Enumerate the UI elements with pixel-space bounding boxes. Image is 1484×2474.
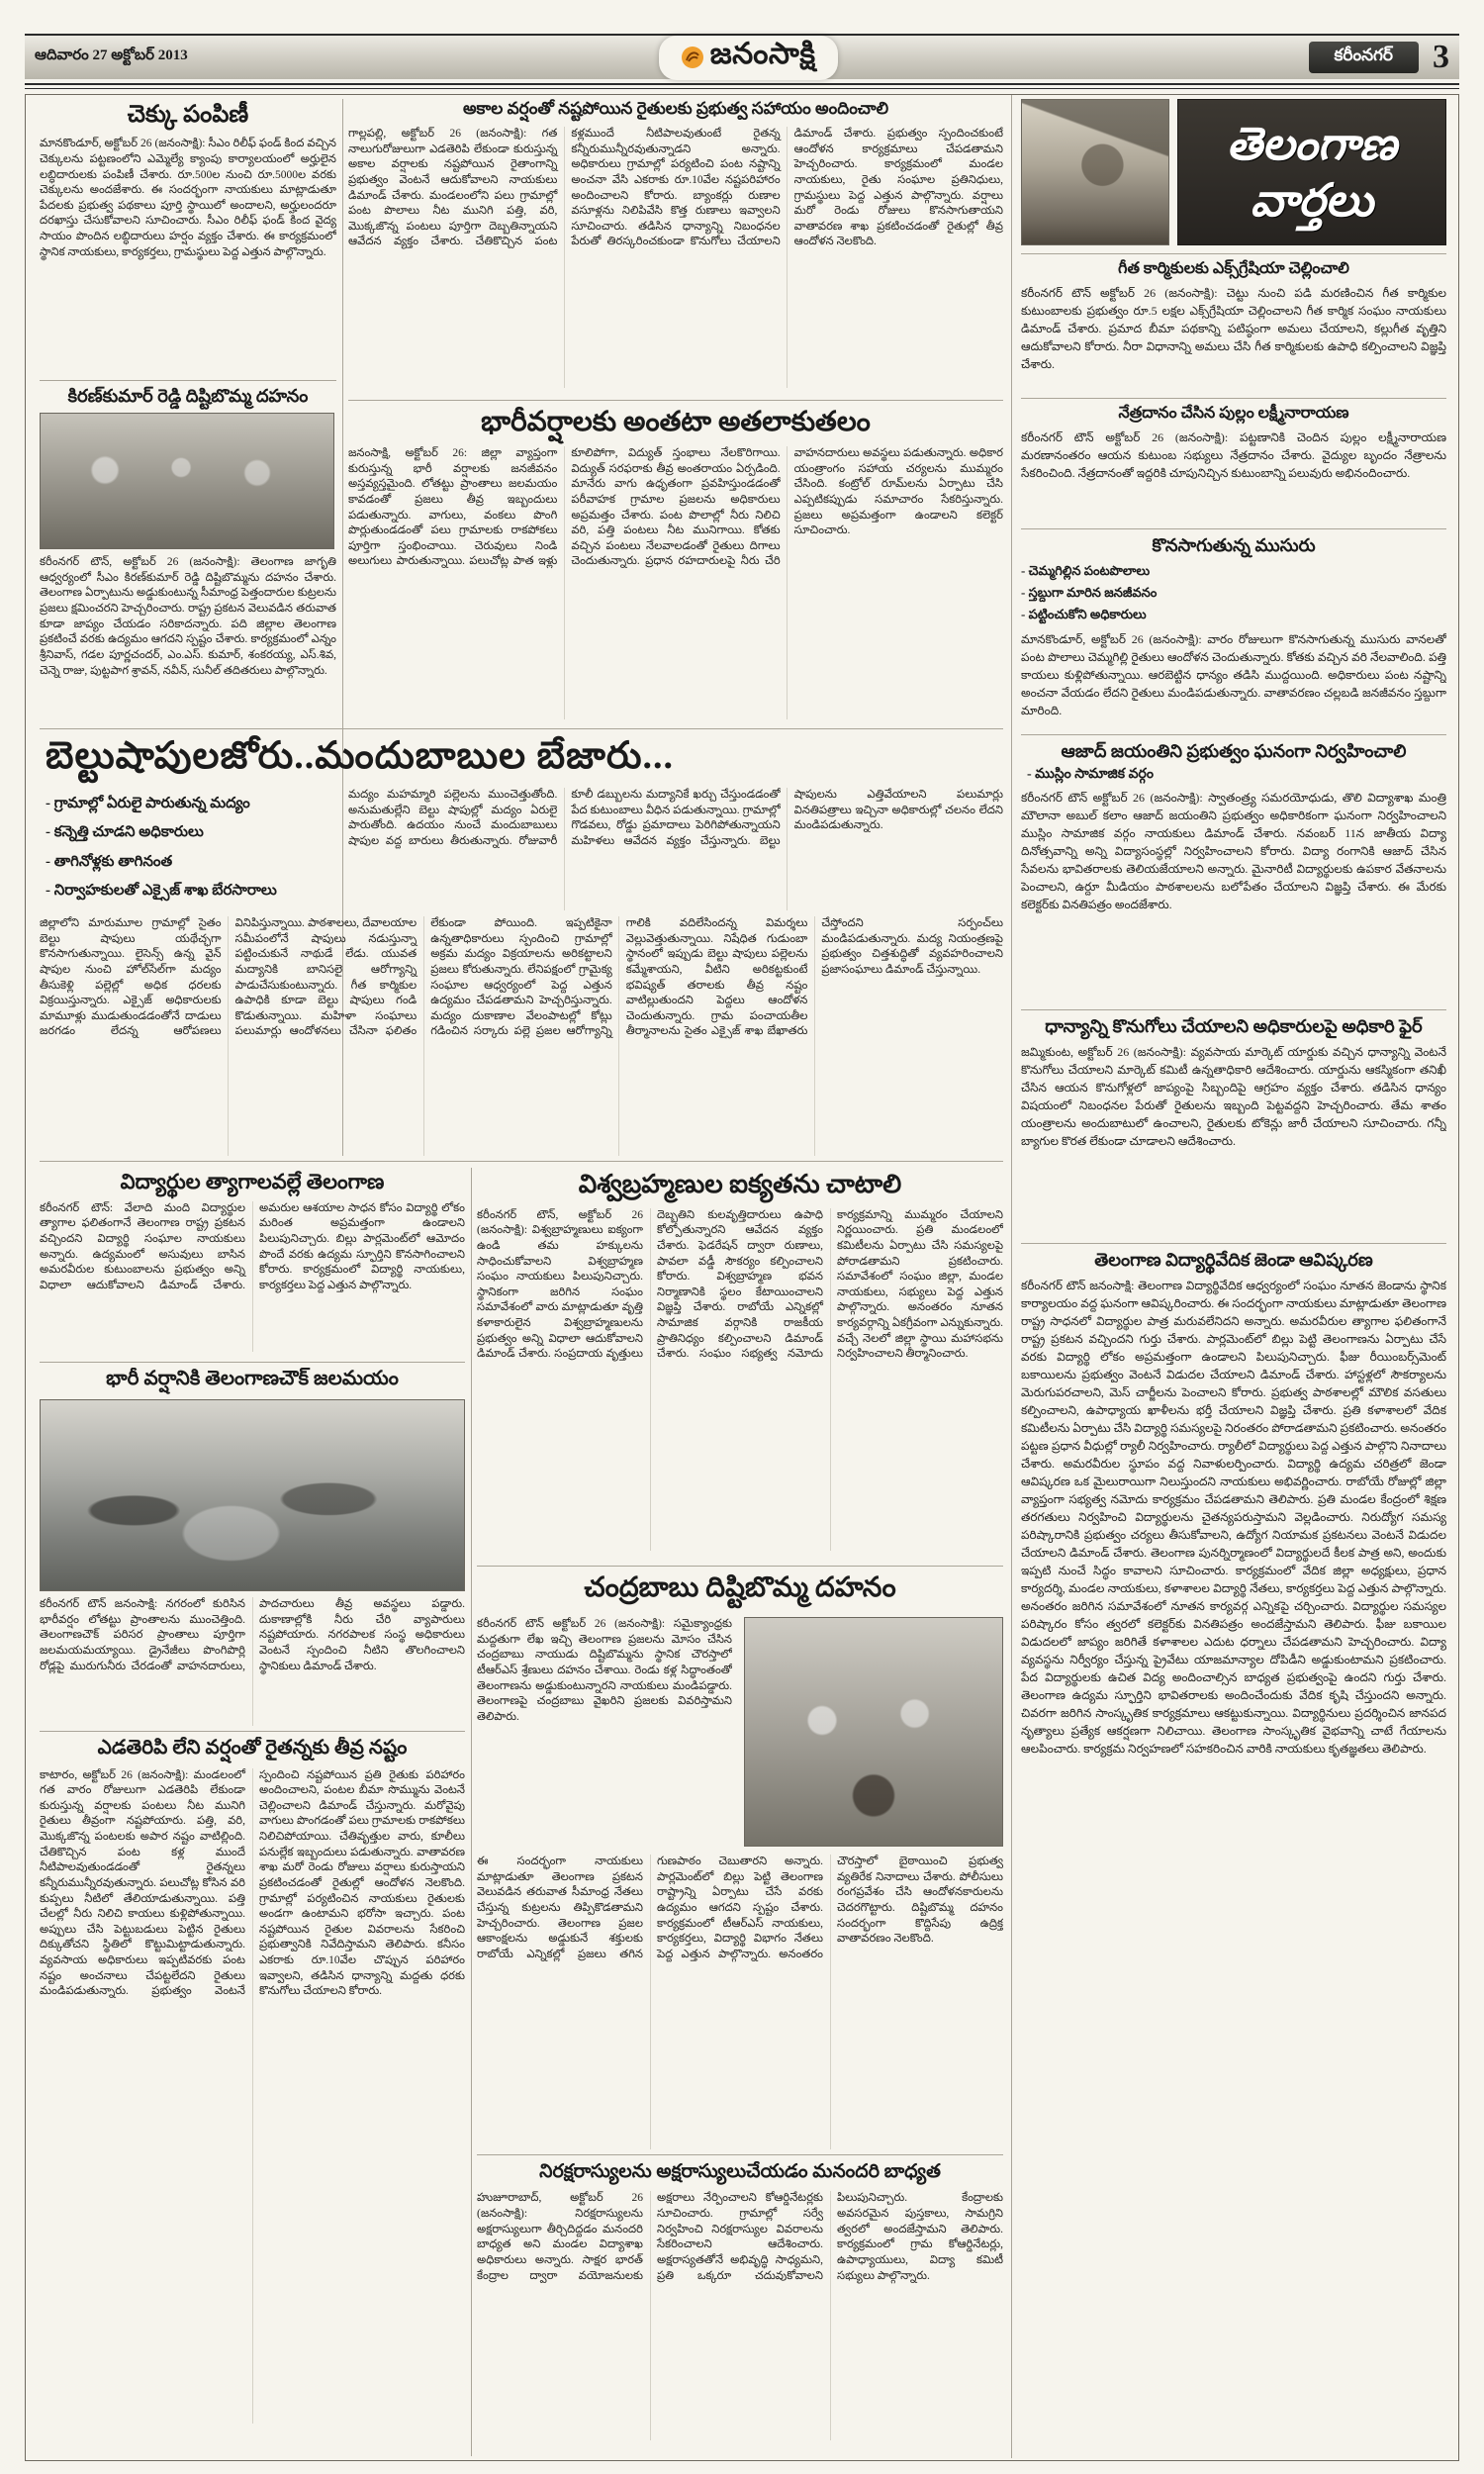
banner-line-2: వార్తలు	[1250, 175, 1374, 226]
article-body: హుజూరాబాద్, అక్టోబర్ 26 (జనంసాక్షి): నిరక్షరాస్యులను అక్షరాస్యులుగా తీర్చిదిద్దడం మనందరి బాధ్యత అని మండల విద్యాశాఖ అధికారులు అన్నారు. సాక్షర భారత్ కేంద్రాల ద్వారా వయోజనులకు అక్షరాలు నేర్పించాలని కోఆర్డినేటర్లకు సూచించారు. గ్రామాల్లో సర్వే నిర్వహించి నిరక్షరాస్యుల వివరాలను సేకరించాలని ఆదేశించారు. అక్షరాస్యతతోనే అభివృద్ధి సాధ్యమని, ప్రతి ఒక్కరూ చదువుకోవాలని పిలుపునిచ్చారు. కేంద్రాలకు అవసరమైన పుస్తకాలు, సామగ్రిని త్వరలో అందజేస్తామని తెలిపారు. కార్యక్రమంలో గ్రామ కోఆర్డినేటర్లు, ఉపాధ్యాయులు, విద్యా కమిటీ సభ్యులు పాల్గొన్నారు.	[477, 2192, 1003, 2282]
bullet-item: - స్తబ్దుగా మారిన జనజీవనం	[1021, 585, 1158, 601]
article-headline: కిరణ్‌కుమార్ రెడ్డి దిష్టిబొమ్మ దహనం	[67, 386, 309, 406]
article-body: కరీంనగర్ టౌన్: వేలాది మంది విద్యార్థుల త్యాగాల ఫలితంగానే తెలంగాణ రాష్ట్ర ప్రకటన వచ్చిందని విద్యార్థి సంఘాల నాయకులు అన్నారు. ఉద్యమంలో అసువులు బాసిన అమరవీరుల కుటుంబాలను ప్రభుత్వం అన్ని విధాలా ఆదుకోవాలని డిమాండ్ చేశారు. అమరుల ఆశయాల సాధన కోసం విద్యార్థి లోకం మరింత అప్రమత్తంగా ఉండాలని పిలుపునిచ్చారు. బిల్లు పార్లమెంట్‌లో ఆమోదం పొందే వరకు ఉద్యమ స్ఫూర్తిని కొనసాగించాలని కోరారు. కార్యక్రమంలో విద్యార్థి నాయకులు, కార్యకర్తలు పెద్ద ఎత్తున పాల్గొన్నారు.	[40, 1201, 465, 1291]
article-headline: ఎడతెరిపి లేని వర్షంతో రైతన్నకు తీవ్ర నష్టం	[97, 1737, 408, 1759]
article-headline: నేత్రదానం చేసిన పుల్లం లక్ష్మీనారాయణ	[1118, 405, 1349, 422]
section-divider	[40, 728, 1003, 729]
article-headline: కొనసాగుతున్న ముసురు	[1152, 535, 1316, 555]
article-body: కరీంనగర్ టౌన్ అక్టోబర్ 26 (జనంసాక్షి): పట్టణానికి చెందిన పుల్లం లక్ష్మీనారాయణ మరణానంతరం ఆయన కుటుంబ సభ్యులు నేత్రదానం చేశారు. వైద్యుల బృందం నేత్రాలను సేకరించింది. నేత్రదానంతో ఇద్దరికి చూపునిచ్చిన కుటుంబాన్ని పలువురు అభినందించారు.	[1021, 429, 1446, 480]
sidebar-article-azad-jayanthi	[1021, 734, 1446, 1005]
chandrababu-body-bottom: ఈ సందర్భంగా నాయకులు మాట్లాడుతూ తెలంగాణ ప్రకటన వెలువడిన తరువాత సీమాంధ్ర నేతలు చేస్తున్న కుట్రలను తిప్పికొడతామని హెచ్చరించారు. తెలంగాణ ప్రజల ఆకాంక్షలను అడ్డుకునే శక్తులకు రాబోయే ఎన్నికల్లో ప్రజలు తగిన గుణపాఠం చెబుతారని అన్నారు. పార్లమెంట్‌లో బిల్లు పెట్టి తెలంగాణ రాష్ట్రాన్ని ఏర్పాటు చేసే వరకు ఉద్యమం ఆగదని స్పష్టం చేశారు. కార్యక్రమంలో టీఆర్‌ఎస్ నాయకులు, కార్యకర్తలు, విద్యార్థి విభాగం నేతలు పెద్ద ఎత్తున పాల్గొన్నారు. అనంతరం చౌరస్తాలో బైఠాయించి ప్రభుత్వ వ్యతిరేక నినాదాలు చేశారు. పోలీసులు రంగప్రవేశం చేసి ఆందోళనకారులను చెదరగొట్టారు. దిష్టిబొమ్మ దహనం సందర్భంగా కొద్దిసేపు ఉద్రిక్త వాతావరణం నెలకొంది.	[477, 1856, 1003, 1960]
chandrababu-body-left: కరీంనగర్ టౌన్ అక్టోబర్ 26 (జనంసాక్షి): సమైక్యాంధ్రకు మద్దతుగా లేఖ ఇచ్చి తెలంగాణ ప్రజలను మోసం చేసిన చంద్రబాబు నాయుడు దిష్టిబొమ్మను స్థానిక చౌరస్తాలో టీఆర్‌ఎస్ శ్రేణులు దహనం చేశాయి. రెండు కళ్ల సిద్ధాంతంతో తెలంగాణను అడ్డుకుంటున్నారని నాయకులు మండిపడ్డారు. తెలంగాణపై చంద్రబాబు వైఖరిని ప్రజలకు వివరిస్తామని తెలిపారు.	[477, 1618, 732, 1723]
article-headline: గీత కార్మికులకు ఎక్స్‌గ్రేషియా చెల్లించాలి	[1118, 260, 1349, 277]
article-headline: విద్యార్థుల త్యాగాలవల్లే తెలంగాణ	[120, 1170, 385, 1193]
article-body: కరీంనగర్ టౌన్ అక్టోబర్ 26 (జనంసాక్షి): చెట్టు నుంచి పడి మరణించిన గీత కార్మికుల కుటుంబాలకు ప్రభుత్వం రూ.5 లక్షల ఎక్స్‌గ్రేషియా చెల్లించాలని గీత కార్మిక సంఘం నాయకులు డిమాండ్ చేశారు. ప్రమాద బీమా పథకాన్ని పటిష్ఠంగా అమలు చేయాలని, కల్లుగీత వృత్తిని ఆదుకోవాలని కోరారు. నీరా విధానాన్ని అమలు చేసి గీత కార్మికులకు ఉపాధి కల్పించాలని విజ్ఞప్తి చేశారు.	[1021, 285, 1446, 371]
telanganachowk-body: కరీంనగర్ టౌన్ జనంసాక్షి: నగరంలో కురిసిన భారీవర్షం లోతట్టు ప్రాంతాలను ముంచెత్తింది. తెలంగాణచౌక్ పరిసర ప్రాంతాలు పూర్తిగా జలమయమయ్యాయి. డ్రైనేజీలు పొంగిపొర్లి రోడ్లపై మురుగునీరు చేరడంతో వాహనదారులు, పాదచారులు తీవ్ర అవస్థలు పడ్డారు. దుకాణాల్లోకి నీరు చేరి వ్యాపారులు నష్టపోయారు. నగరపాలక సంస్థ అధికారులు వెంటనే స్పందించి నీటిని తొలగించాలని స్థానికులు డిమాండ్ చేశారు.	[40, 1598, 465, 1672]
section-divider	[40, 1161, 1003, 1162]
article-headline: చెక్కు పంపిణీ	[127, 102, 249, 128]
article-beltshops	[40, 734, 1003, 784]
article-headline: చంద్రబాబు దిష్టిబొమ్మ దహనం	[584, 1572, 896, 1603]
sidebar-divider	[1011, 95, 1012, 2458]
bullet-item: - నిర్వాహకులతో ఎక్సైజ్ శాఖ బేరసారాలు	[46, 882, 277, 899]
article-divider	[348, 400, 1003, 401]
article-headline: అకాల వర్షంతో నష్టపోయిన రైతులకు ప్రభుత్వ సహాయం అందించాలి	[462, 99, 889, 118]
article-telanganachowk-flood	[40, 1368, 465, 1397]
edition-badge: కరీంనగర్	[1309, 42, 1420, 73]
article-heavy-rains-chaos	[348, 406, 1003, 728]
article-headline: తెలంగాణ విద్యార్థివేదిక జెండా ఆవిష్కరణ	[1094, 1250, 1373, 1270]
page-header	[25, 34, 1459, 79]
article-viswabrahmana-unity	[477, 1170, 1003, 1562]
sidebar-article-eye-donation	[1021, 398, 1446, 524]
bullet-item: - చెమ్మగిల్లిన పంటపొలాలు	[1021, 563, 1151, 579]
article-body: కరీంనగర్ టౌన్ జనంసాక్షి: తెలంగాణ విద్యార్థివేదిక ఆధ్వర్యంలో సంఘం నూతన జెండాను స్థానిక కార్యాలయం వద్ద ఘనంగా ఆవిష్కరించారు. ఈ సందర్భంగా నాయకులు మాట్లాడుతూ తెలంగాణ రాష్ట్ర సాధనలో విద్యార్థుల పాత్ర మరువలేనిదని అన్నారు. అమరవీరుల త్యాగాల ఫలితంగానే రాష్ట్ర ప్రకటన వచ్చిందని గుర్తు చేశారు. పార్లమెంట్‌లో బిల్లు పెట్టి తెలంగాణను ఏర్పాటు చేసే వరకు విద్యార్థి లోకం అప్రమత్తంగా ఉండాలని పిలుపునిచ్చారు. ఫీజు రీయింబర్స్‌మెంట్ బకాయిలను ప్రభుత్వం వెంటనే విడుదల చేయాలని డిమాండ్ చేశారు. హాస్టళ్లలో సౌకర్యాలను మెరుగుపరచాలని, మెస్ చార్జీలను పెంచాలని కోరారు. ప్రభుత్వ పాఠశాలల్లో మౌలిక వసతులు కల్పించాలని, ఉపాధ్యాయ ఖాళీలను భర్తీ చేయాలని విజ్ఞప్తి చేశారు. ప్రతి కళాశాలలో వేదిక కమిటీలను ఏర్పాటు చేసి విద్యార్థి సమస్యలపై నిరంతరం పోరాడతామని ప్రకటించారు. అనంతరం పట్టణ ప్రధాన వీధుల్లో ర్యాలీ నిర్వహించారు. ర్యాలీలో విద్యార్థులు పెద్ద ఎత్తున పాల్గొని నినాదాలు చేశారు. అమరవీరుల స్థూపం వద్ద నివాళులర్పించారు. విద్యార్థి ఉద్యమ చరిత్రలో జెండా ఆవిష్కరణ ఒక మైలురాయిగా నిలుస్తుందని నాయకులు అభివర్ణించారు. రాబోయే రోజుల్లో జిల్లా వ్యాప్తంగా సభ్యత్వ నమోదు కార్యక్రమం చేపడతామని తెలిపారు. ప్రతి మండల కేంద్రంలో శిక్షణ తరగతులు నిర్వహించి విద్యార్థులను చైతన్యపరుస్తామని వెల్లడించారు. నిరుద్యోగ సమస్య పరిష్కారానికి ప్రభుత్వం చర్యలు తీసుకోవాలని, ఉద్యోగ నియామక ప్రకటనలు వెంటనే విడుదల చేయాలని డిమాండ్ చేశారు. తెలంగాణ పునర్నిర్మాణంలో విద్యార్థులదే కీలక పాత్ర అని, అందుకు ఇప్పటి నుంచే సిద్ధం కావాలని సూచించారు. కార్యక్రమంలో వేదిక జిల్లా అధ్యక్షులు, ప్రధాన కార్యదర్శి, మండల నాయకులు, కళాశాలల విద్యార్థి నేతలు, కార్యకర్తలు పెద్ద ఎత్తున పాల్గొన్నారు. అనంతరం జరిగిన సమావేశంలో నూతన కార్యవర్గ ఎన్నికపై చర్చించారు. విద్యార్థుల సమస్యల పరిష్కారం కోసం త్వరలో కలెక్టర్‌కు వినతిపత్రం అందజేస్తామని తెలిపారు. ఫీజు బకాయిల విడుదలలో జాప్యం జరిగితే కళాశాలల ఎదుట ధర్నాలు చేపడతామని హెచ్చరించారు. విద్యా వ్యవస్థను నిర్వీర్యం చేస్తున్న ప్రైవేటు యాజమాన్యాల దోపిడీని అడ్డుకుంటామని ప్రకటించారు. పేద విద్యార్థులకు ఉచిత విద్య అందించాల్సిన బాధ్యత ప్రభుత్వంపై ఉందని గుర్తు చేశారు. తెలంగాణ ఉద్యమ స్ఫూర్తిని భావితరాలకు అందించేందుకు వేదిక కృషి చేస్తుందని అన్నారు. చివరగా జరిగిన సాంస్కృతిక కార్యక్రమాలు ఆకట్టుకున్నాయి. విద్యార్థినులు ప్రదర్శించిన జానపద నృత్యాలు ప్రత్యేక ఆకర్షణగా నిలిచాయి. తెలంగాణ సాంస్కృతిక వైభవాన్ని చాటే గేయాలను ఆలపించారు. కార్యక్రమ నిర్వహణలో సహకరించిన వారికి నాయకులు కృతజ్ఞతలు తెలిపారు.	[1021, 1279, 1446, 1757]
photo-fort	[1021, 99, 1169, 245]
edition-date: ఆదివారం 27 అక్టోబర్ 2013	[35, 48, 188, 63]
header-divider	[25, 83, 1459, 89]
article-body: మానకొండూర్, అక్టోబర్ 26 (జనంసాక్షి): సీఎం రిలీఫ్ ఫండ్ కింద వచ్చిన చెక్కులను పట్టణంలోని ఎమ్మెల్యే క్యాంపు కార్యాలయంలో అర్హులైన లబ్ధిదారులకు పంపిణీ చేశారు. రూ.500ల నుంచి రూ.5000ల వరకు చెక్కులను అందజేశారు. ఈ సందర్భంగా నాయకులు మాట్లాడుతూ పేదలకు ప్రభుత్వ పథకాలు పూర్తి స్థాయిలో అందాలని, అర్హులందరూ దరఖాస్తు చేసుకోవాలని సూచించారు. సీఎం రిలీఫ్ ఫండ్ కింద వైద్య సాయం పొందిన లబ్ధిదారులు హర్షం వ్యక్తం చేశారు. ఈ కార్యక్రమంలో స్థానిక నాయకులు, కార్యకర్తలు, గ్రామస్థులు పెద్ద ఎత్తున పాల్గొన్నారు.	[40, 138, 336, 258]
article-divider	[40, 380, 336, 381]
article-cheque-distribution	[40, 101, 336, 378]
sidebar-article-drizzle-continues	[1021, 528, 1446, 730]
beltshops-body-top: మద్యం మహమ్మారి పల్లెలను ముంచెత్తుతోంది. అనుమతుల్లేని బెల్టు షాపుల్లో మద్యం ఏరులై పారుతోంది. ఉదయం నుంచే మందుబాబులు షాపుల వద్ద బారులు తీరుతున్నారు. రోజువారీ కూలీ డబ్బులను మద్యానికే ఖర్చు చేస్తుండడంతో పేద కుటుంబాలు వీధిన పడుతున్నాయి. గ్రామాల్లో గొడవలు, రోడ్డు ప్రమాదాలు పెరిగిపోతున్నాయని మహిళలు ఆవేదన వ్యక్తం చేస్తున్నారు. బెల్టు షాపులను ఎత్తివేయాలని పలుమార్లు వినతిపత్రాలు ఇచ్చినా అధికారుల్లో చలనం లేదని మండిపడుతున్నారు.	[348, 789, 1003, 847]
article-divider	[477, 1566, 1003, 1567]
article-body: జనంసాక్షి, అక్టోబర్ 26: జిల్లా వ్యాప్తంగా కురుస్తున్న భారీ వర్షాలకు జనజీవనం అస్తవ్యస్తమైంది. లోతట్టు ప్రాంతాలు జలమయం కావడంతో ప్రజలు తీవ్ర ఇబ్బందులు పడుతున్నారు. వాగులు, వంకలు పొంగి పొర్లుతుండడంతో పలు గ్రామాలకు రాకపోకలు పూర్తిగా స్తంభించాయి. చెరువులు నిండి అలుగులు పారుతున్నాయి. పలుచోట్ల పాత ఇళ్లు కూలిపోగా, విద్యుత్ స్తంభాలు నేలకొరిగాయి. విద్యుత్ సరఫరాకు తీవ్ర అంతరాయం ఏర్పడింది. మానేరు వాగు ఉధృతంగా ప్రవహిస్తుండడంతో పరీవాహక గ్రామాల ప్రజలను అధికారులు అప్రమత్తం చేశారు. పంట పొలాల్లో నీరు నిలిచి వరి, పత్తి పంటలు నీట మునిగాయి. కోతకు వచ్చిన పంటలు నేలవాలడంతో రైతులు దిగాలు చెందుతున్నారు. ప్రధాన రహదారులపై నీరు చేరి వాహనదారులు అవస్థలు పడుతున్నారు. అధికార యంత్రాంగం సహాయ చర్యలను ముమ్మరం చేసింది. కంట్రోల్ రూమ్‌లను ఏర్పాటు చేసి ఎప్పటికప్పుడు సమాచారం సేకరిస్తున్నారు. ప్రజలు అప్రమత్తంగా ఉండాలని కలెక్టర్ సూచించారు.	[348, 447, 1003, 568]
drizzle-bullet-list	[1021, 560, 1446, 625]
article-kiran-effigy	[40, 386, 336, 728]
bullet-item: - పట్టించుకోని అధికారులు	[1021, 607, 1147, 622]
page-number: 3	[1433, 39, 1449, 75]
bullet-item: - తాగినోళ్లకు తాగినంత	[46, 853, 173, 870]
article-body: జమ్మికుంట, అక్టోబర్ 26 (జనంసాక్షి): వ్యవసాయ మార్కెట్ యార్డుకు వచ్చిన ధాన్యాన్ని వెంటనే కొనుగోలు చేయాలని మార్కెట్ కమిటీ ఉన్నతాధికారి ఆదేశించారు. యార్డును ఆకస్మికంగా తనిఖీ చేసిన ఆయన కొనుగోళ్లలో జాప్యంపై సిబ్బందిపై ఆగ్రహం వ్యక్తం చేశారు. తడిసిన ధాన్యం విషయంలో నిబంధనల పేరుతో రైతులను ఇబ్బంది పెట్టవద్దని హెచ్చరించారు. తేమ శాతం యంత్రాలను అందుబాటులో ఉంచాలని, రైతులకు టోకెన్లు జారీ చేయాలని సూచించారు. గన్నీ బ్యాగుల కొరత లేకుండా చూడాలని ఆదేశించారు.	[1021, 1045, 1446, 1149]
bullet-item: - కన్నెత్తి చూడని అధికారులు	[46, 824, 204, 841]
bullet-item: - గ్రామాల్లో ఏరులై పారుతున్న మద్యం	[46, 796, 250, 811]
beltshops-body-bottom: జిల్లాలోని మారుమూల గ్రామాల్లో సైతం బెల్టు షాపులు యథేచ్ఛగా కొనసాగుతున్నాయి. లైసెన్స్ ఉన్న వైన్ షాపుల నుంచి హోల్‌సేల్‌గా మద్యం తీసుకెళ్లి పల్లెల్లో అధిక ధరలకు విక్రయిస్తున్నారు. ఎక్సైజ్ అధికారులకు మామూళ్లు ముడుతుండడంతోనే దాడులు జరగడం లేదన్న ఆరోపణలు వినిపిస్తున్నాయి. పాఠశాలలు, దేవాలయాల సమీపంలోనే షాపులు నడుస్తున్నా పట్టించుకునే నాథుడే లేడు. యువత మద్యానికి బానిసలై ఆరోగ్యాన్ని పాడుచేసుకుంటున్నారు. గీత కార్మికుల ఉపాధికి కూడా బెల్టు షాపులు గండి కొడుతున్నాయి. మహిళా సంఘాలు పలుమార్లు ఆందోళనలు చేసినా ఫలితం లేకుండా పోయింది. ఇప్పటికైనా ఉన్నతాధికారులు స్పందించి గ్రామాల్లో అక్రమ మద్యం విక్రయాలను అరికట్టాలని ప్రజలు కోరుతున్నారు. లేనిపక్షంలో గ్రామైక్య సంఘాల ఆధ్వర్యంలో పెద్ద ఎత్తున ఉద్యమం చేపడతామని హెచ్చరిస్తున్నారు. మద్యం దుకాణాల వేలంపాటల్లో కోట్లు గడించిన సర్కారు పల్లె ప్రజల ఆరోగ్యాన్ని గాలికి వదిలేసిందన్న విమర్శలు వెల్లువెత్తుతున్నాయి. నిషేధిత గుడుంబా స్థానంలో ఇప్పుడు బెల్టు షాపులు పల్లెలను కమ్మేశాయని, వీటిని అరికట్టకుంటే భవిష్యత్ తరాలకు తీవ్ర నష్టం వాటిల్లుతుందని పెద్దలు ఆందోళన చెందుతున్నారు. గ్రామ పంచాయతీల తీర్మానాలను సైతం ఎక్సైజ్ శాఖ బేఖాతరు చేస్తోందని సర్పంచ్‌లు మండిపడుతున్నారు. మద్య నియంత్రణపై ప్రభుత్వం చిత్తశుద్ధితో వ్యవహరించాలని ప్రజాసంఘాలు డిమాండ్ చేస్తున్నాయి.	[40, 917, 1003, 1038]
article-divider	[477, 2154, 1003, 2155]
article-endless-rain-farmers	[40, 1737, 465, 2456]
article-body: కరీంనగర్ టౌన్, అక్టోబర్ 26 (జనంసాక్షి): విశ్వబ్రాహ్మణులు ఐక్యంగా ఉండి తమ హక్కులను సాధించుకోవాలని విశ్వబ్రాహ్మణ సంఘం నాయకులు పిలుపునిచ్చారు. స్థానికంగా జరిగిన సంఘం సమావేశంలో వారు మాట్లాడుతూ వృత్తి కళాకారులైన విశ్వబ్రాహ్మణులను ప్రభుత్వం అన్ని విధాలా ఆదుకోవాలని డిమాండ్ చేశారు. సంప్రదాయ వృత్తులు దెబ్బతిని కులవృత్తిదారులు ఉపాధి కోల్పోతున్నారని ఆవేదన వ్యక్తం చేశారు. ఫెడరేషన్ ద్వారా రుణాలు, పావలా వడ్డీ సౌకర్యం కల్పించాలని కోరారు. విశ్వబ్రాహ్మణ భవన నిర్మాణానికి స్థలం కేటాయించాలని విజ్ఞప్తి చేశారు. రాబోయే ఎన్నికల్లో సామాజిక వర్గానికి రాజకీయ ప్రాతినిధ్యం కల్పించాలని డిమాండ్ చేశారు. సంఘం సభ్యత్వ నమోదు కార్యక్రమాన్ని ముమ్మరం చేయాలని నిర్ణయించారు. ప్రతి మండలంలో కమిటీలను ఏర్పాటు చేసి సమస్యలపై పోరాడతామని ప్రకటించారు. సమావేశంలో సంఘం జిల్లా, మండల నాయకులు, సభ్యులు పెద్ద ఎత్తున పాల్గొన్నారు. అనంతరం నూతన కార్యవర్గాన్ని ఏకగ్రీవంగా ఎన్నుకున్నారు. వచ్చే నెలలో జిల్లా స్థాయి మహాసభను నిర్వహించాలని తీర్మానించారు.	[477, 1208, 1003, 1361]
article-body: గాల్లపల్లి, అక్టోబర్ 26 (జనంసాక్షి): గత నాలుగురోజులుగా ఎడతెరిపి లేకుండా కురుస్తున్న అకాల వర్షాలకు నష్టపోయిన రైతాంగాన్ని ప్రభుత్వం వెంటనే ఆదుకోవాలని నాయకులు డిమాండ్ చేశారు. మండలంలోని పలు గ్రామాల్లో పంట పొలాలు నీట మునిగి పత్తి, వరి, మొక్కజొన్న పంటలు పూర్తిగా దెబ్బతిన్నాయని ఆవేదన వ్యక్తం చేశారు. చేతికొచ్చిన పంట కళ్లముందే నీటిపాలవుతుంటే రైతన్న కన్నీరుమున్నీరవుతున్నాడని అన్నారు. అధికారులు గ్రామాల్లో పర్యటించి పంట నష్టాన్ని అంచనా వేసి ఎకరాకు రూ.10వేల నష్టపరిహారం అందించాలని కోరారు. బ్యాంకర్లు రుణాల వసూళ్లను నిలిపివేసి కొత్త రుణాలు ఇవ్వాలని సూచించారు. తడిసిన ధాన్యాన్ని నిబంధనల పేరుతో తిరస్కరించకుండా కొనుగోలు చేయాలని డిమాండ్ చేశారు. ప్రభుత్వం స్పందించకుంటే ఆందోళన కార్యక్రమాలు చేపడతామని హెచ్చరించారు. కార్యక్రమంలో మండల నాయకులు, రైతు సంఘాల ప్రతినిధులు, గ్రామస్థులు పెద్ద ఎత్తున పాల్గొన్నారు. వర్షాలు మరో రెండు రోజులు కొనసాగుతాయని వాతావరణ శాఖ ప్రకటించడంతో రైతుల్లో తీవ్ర ఆందోళన నెలకొంది.	[348, 128, 1003, 248]
article-headline: ధాన్యాన్ని కొనుగోలు చేయాలని అధికారులపై అధికారి ఫైర్	[1045, 1016, 1423, 1036]
article-literacy-duty	[477, 2161, 1003, 2454]
article-body: కాటారం, అక్టోబర్ 26 (జనంసాక్షి): మండలంలో గత వారం రోజులుగా ఎడతెరిపి లేకుండా కురుస్తున్న వర్షాలకు పంటలు నీట మునిగి రైతులు తీవ్రంగా నష్టపోయారు. పత్తి, వరి, మొక్కజొన్న పంటలకు అపార నష్టం వాటిల్లింది. చేతికొచ్చిన పంట కళ్ల ముందే నీటిపాలవుతుండడంతో రైతన్నలు కన్నీరుమున్నీరవుతున్నారు. పలుచోట్ల కోసిన వరి కుప్పలు నీటిలో తేలియాడుతున్నాయి. పత్తి చేలల్లో నీరు నిలిచి కాయలు కుళ్లిపోతున్నాయి. అప్పులు చేసి పెట్టుబడులు పెట్టిన రైతులు దిక్కుతోచని స్థితిలో కొట్టుమిట్టాడుతున్నారు. వ్యవసాయ అధికారులు ఇప్పటివరకు పంట నష్టం అంచనాలు చేపట్టలేదని రైతులు మండిపడుతున్నారు. ప్రభుత్వం వెంటనే స్పందించి నష్టపోయిన ప్రతి రైతుకు పరిహారం అందించాలని, పంటల బీమా సొమ్మును వెంటనే చెల్లించాలని డిమాండ్ చేస్తున్నారు. మరోవైపు వాగులు పొంగడంతో పలు గ్రామాలకు రాకపోకలు నిలిచిపోయాయి. చేతివృత్తుల వారు, కూలీలు పనుల్లేక ఇబ్బందులు పడుతున్నారు. వాతావరణ శాఖ మరో రెండు రోజులు వర్షాలు కురుస్తాయని ప్రకటించడంతో రైతుల్లో ఆందోళన నెలకొంది. గ్రామాల్లో పర్యటించిన నాయకులు రైతులకు అండగా ఉంటామని భరోసా ఇచ్చారు. పంట నష్టపోయిన రైతుల వివరాలను సేకరించి ప్రభుత్వానికి నివేదిస్తామని తెలిపారు. కనీసం ఎకరాకు రూ.10వేల చొప్పున పరిహారం ఇవ్వాలని, తడిసిన ధాన్యాన్ని మద్దతు ధరకు కొనుగోలు చేయాలని కోరారు.	[40, 1768, 465, 1998]
article-divider	[40, 1731, 465, 1732]
banner-line-1: తెలంగాణ	[1226, 118, 1398, 169]
sidebar-article-paddy-purchase	[1021, 1009, 1446, 1239]
article-body: మానకొండూర్, అక్టోబర్ 26 (జనంసాక్షి): వారం రోజులుగా కొనసాగుతున్న ముసురు వానలతో పంట పొలాలు చెమ్మగిల్లి రైతులు ఆందోళన చెందుతున్నారు. కోతకు వచ్చిన వరి నేలవాలింది. పత్తి కాయలు కుళ్లిపోతున్నాయి. ఆరబెట్టిన ధాన్యం తడిసి ముద్దయింది. అధికారులు పంట నష్టాన్ని అంచనా వేయడం లేదని రైతులు మండిపడుతున్నారు. వాతావరణం చల్లబడి జనజీవనం స్తబ్దుగా మారింది.	[1021, 631, 1446, 717]
photo-flooded-street	[40, 1399, 465, 1591]
article-headline: విశ్వబ్రహ్మణుల ఐక్యతను చాటాలి	[578, 1170, 902, 1198]
masthead-flame-icon	[681, 46, 704, 69]
article-headline: బెల్టుషాపులజోరు..మందుబాబుల బేజారు...	[46, 735, 675, 777]
masthead	[659, 36, 838, 80]
article-headline: నిరక్షరాస్యులను అక్షరాస్యులుచేయడం మనందరి బాధ్యత	[539, 2161, 941, 2182]
photo-dignitaries-group	[40, 413, 334, 549]
beltshops-bullet-list	[46, 790, 338, 910]
sidebar-article-geetha-exgratia	[1021, 253, 1446, 394]
article-students-sacrifice	[40, 1170, 465, 1360]
telangana-news-banner	[1177, 99, 1446, 245]
article-body: కరీంనగర్ టౌన్, అక్టోబర్ 26 (జనంసాక్షి): తెలంగాణ జాగృతి ఆధ్వర్యంలో సీఎం కిరణ్‌కుమార్ రెడ్డి దిష్టిబొమ్మను దహనం చేశారు. తెలంగాణ ఏర్పాటును అడ్డుకుంటున్న సీమాంధ్ర పెత్తందారుల కుట్రలను ప్రజలు క్షమించరని హెచ్చరించారు. రాష్ట్ర ప్రకటన వెలువడిన తరువాత కూడా జాప్యం చేయడం సరికాదన్నారు. పది జిల్లాల తెలంగాణ ప్రకటించే వరకు ఉద్యమం ఆగదని స్పష్టం చేశారు. కార్యక్రమంలో ఎన్నం శ్రీనివాస్, గడల పూర్ణచందర్, ఎం.ఎస్. కుమార్, శంకరయ్య, ఎస్.శివ, చెన్నె రాజు, పుట్టపాగ శ్రావన్, నవీన్, సునీల్ తదితరులు పాల్గొన్నారు.	[40, 556, 336, 677]
article-headline: భారీ వర్షానికి తెలంగాణచౌక్ జలమయం	[106, 1368, 399, 1389]
sidebar-article-flag-unveiling	[1021, 1243, 1446, 2456]
photo-effigy-burning-crowd	[744, 1617, 1003, 1847]
column-divider	[471, 1168, 472, 2456]
article-byline: - ముస్లిం సామాజిక వర్గం	[1027, 767, 1154, 783]
masthead-title: జనంసాక్షి	[709, 37, 816, 70]
article-headline: ఆజాద్ జయంతిని ప్రభుత్వం ఘనంగా నిర్వహించాలి	[1061, 741, 1407, 761]
article-body: కరీంనగర్ టౌన్ అక్టోబర్ 26 (జనంసాక్షి): స్వాతంత్ర్య సమరయోధుడు, తొలి విద్యాశాఖ మంత్రి మౌలానా అబుల్ కలాం ఆజాద్ జయంతిని ప్రభుత్వం అధికారికంగా ఘనంగా నిర్వహించాలని ముస్లిం సామాజిక వర్గం నాయకులు డిమాండ్ చేశారు. నవంబర్ 11న జాతీయ విద్యా దినోత్సవాన్ని అన్ని విద్యాసంస్థల్లో నిర్వహించాలని కోరారు. విద్యా రంగానికి ఆజాద్ చేసిన సేవలను భావితరాలకు తెలియజేయాలని అన్నారు. మైనారిటీ విద్యార్థులకు ఉపకార వేతనాలను పెంచాలని, ఉర్దూ మీడియం పాఠశాలలను బలోపేతం చేయాలని విజ్ఞప్తి చేశారు. ఈ మేరకు కలెక్టర్‌కు వినతిపత్రం అందజేశారు.	[1021, 791, 1446, 912]
article-untimely-rain-relief	[348, 99, 1003, 396]
article-chandrababu-effigy	[477, 1571, 1003, 1613]
article-divider	[40, 1362, 465, 1363]
article-headline: భారీవర్షాలకు అంతటా అతలాకుతలం	[481, 407, 871, 437]
